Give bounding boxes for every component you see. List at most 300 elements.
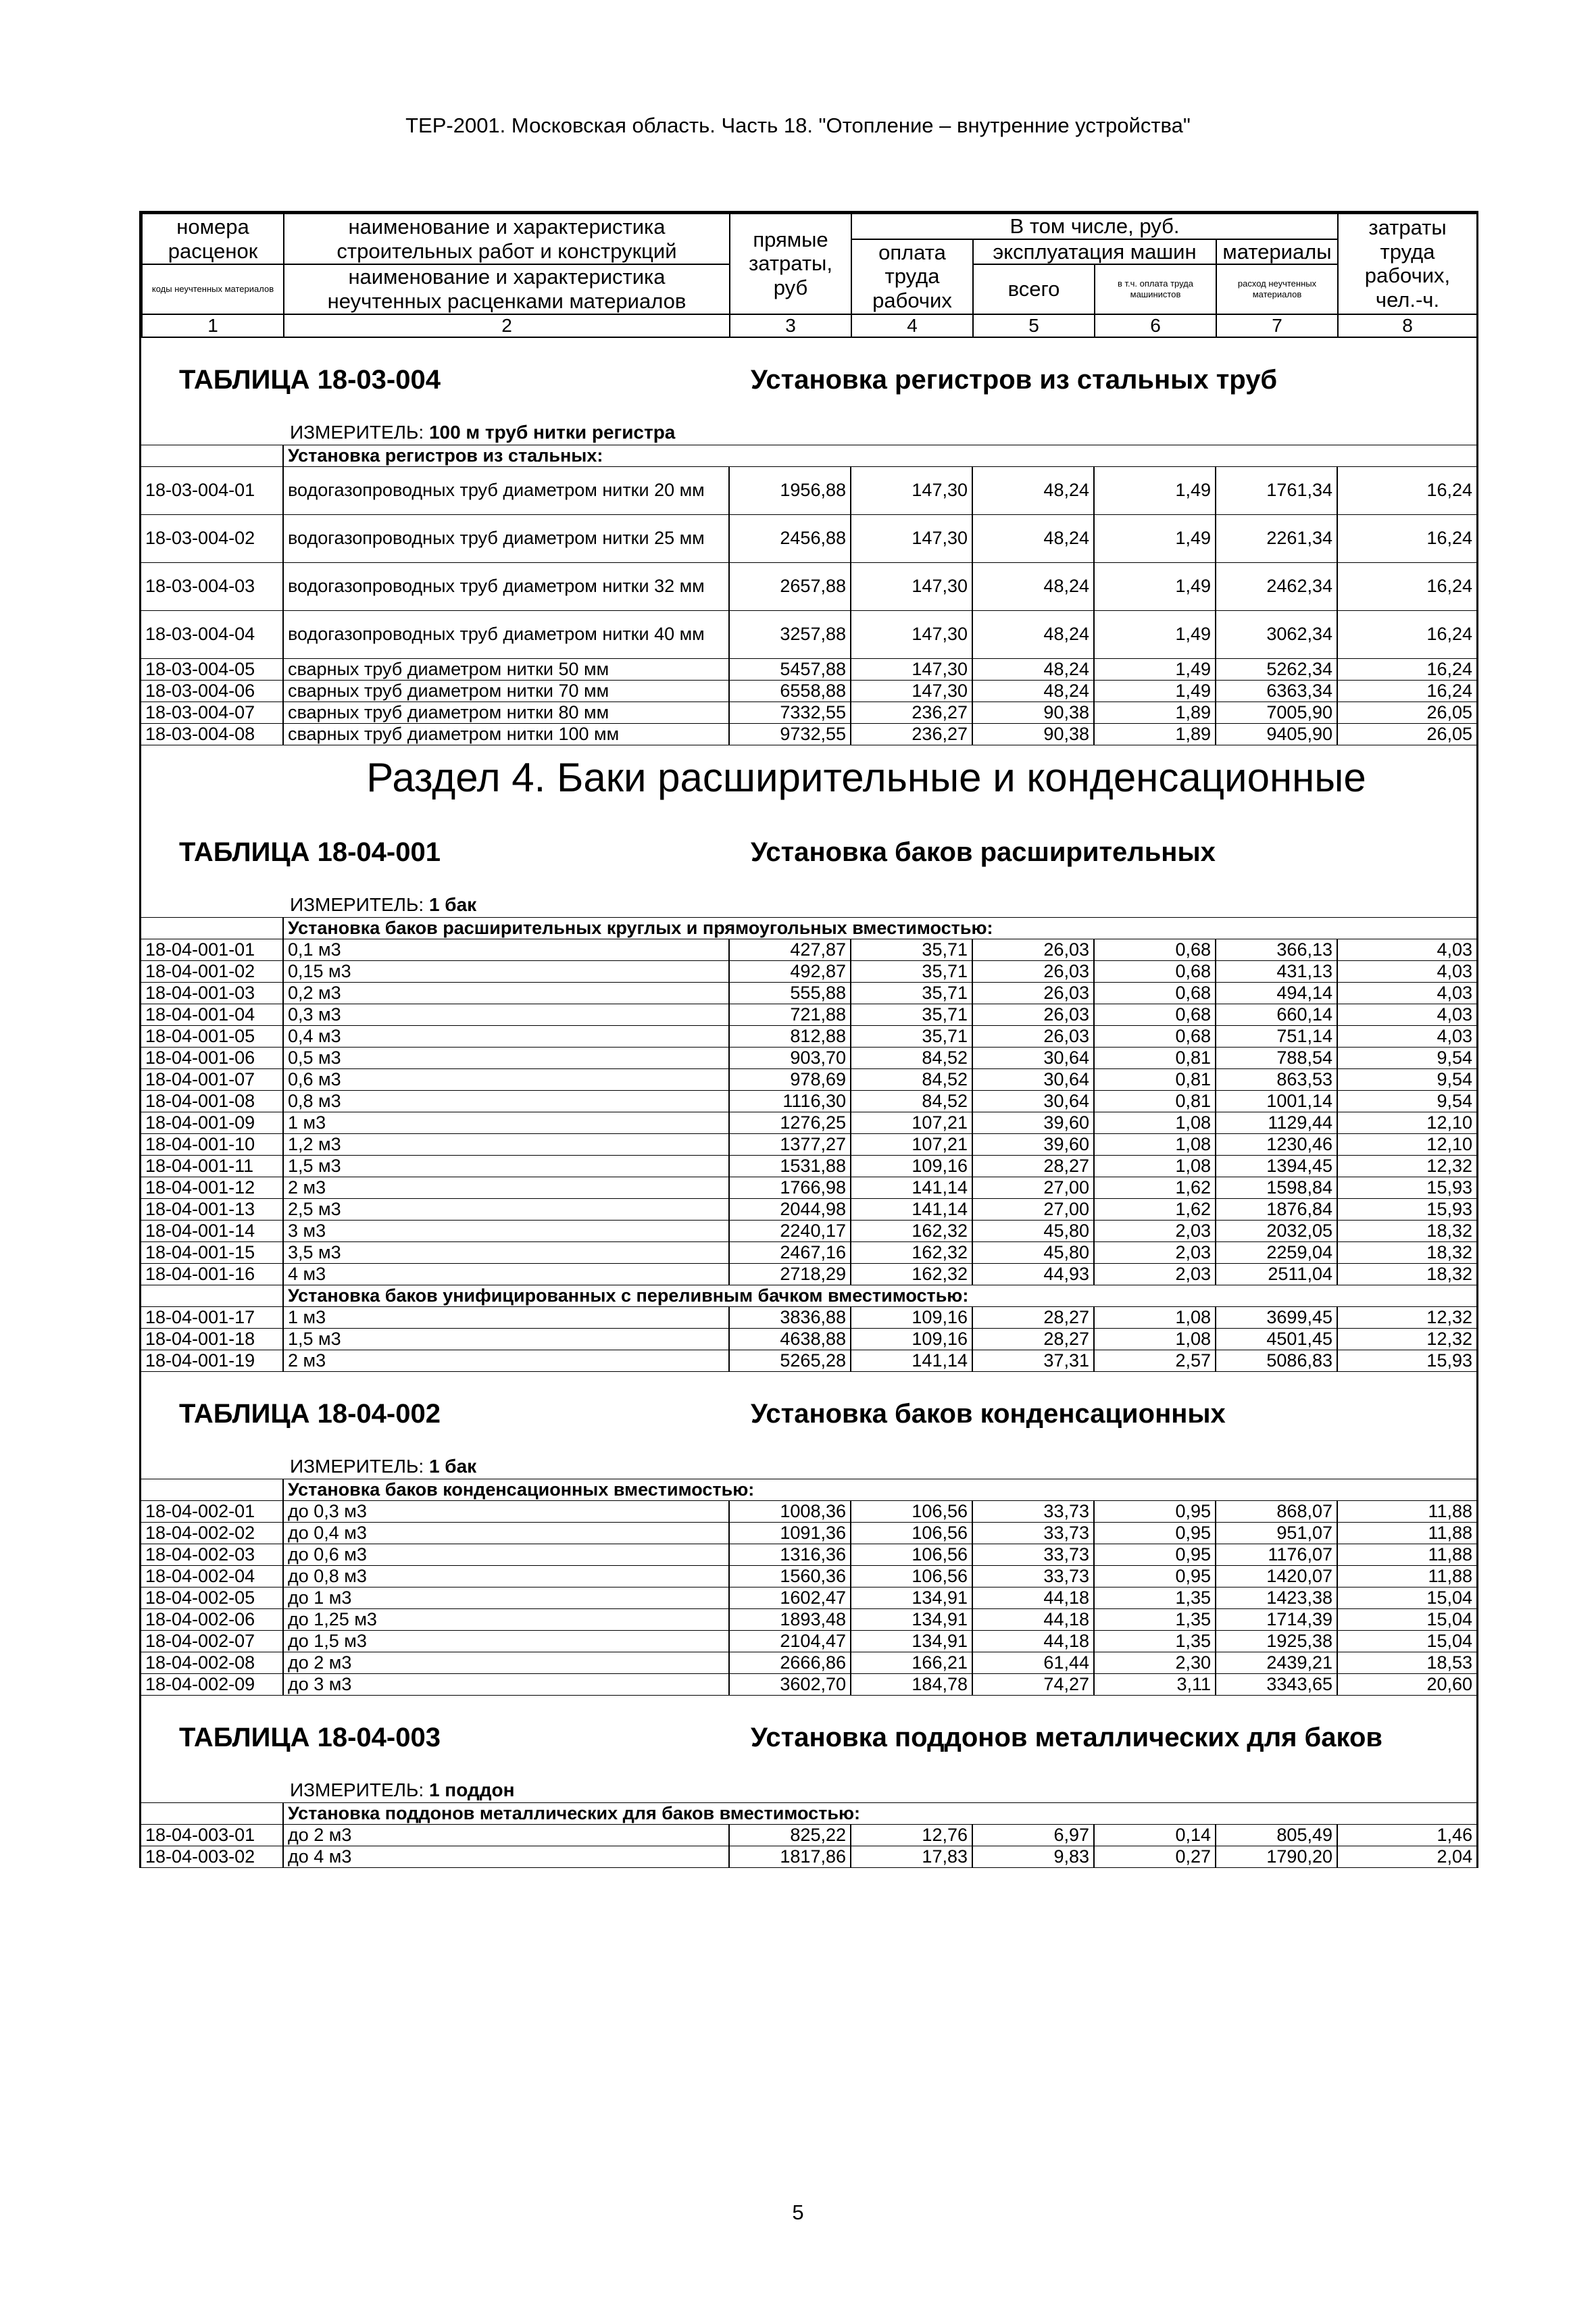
- value-cell: 805,49: [1216, 1824, 1337, 1846]
- table-row: [141, 1025, 1476, 1047]
- rate-code-cell: 18-04-001-16: [141, 1263, 283, 1285]
- value-cell: 2511,04: [1216, 1263, 1337, 1285]
- value-cell: 978,69: [729, 1068, 851, 1090]
- value-cell: 2718,29: [729, 1263, 851, 1285]
- work-name-cell: 0,2 м3: [283, 982, 729, 1004]
- value-cell: 90,38: [972, 723, 1094, 745]
- value-cell: 1377,27: [729, 1133, 851, 1155]
- value-cell: 147,30: [851, 680, 972, 701]
- value-cell: 1420,07: [1216, 1565, 1337, 1587]
- value-cell: 1766,98: [729, 1177, 851, 1198]
- value-cell: 11,88: [1337, 1500, 1476, 1522]
- value-cell: 1,49: [1094, 562, 1216, 610]
- table-id: ТАБЛИЦА 18-04-003: [179, 1722, 441, 1752]
- col-machinist-pay: в т.ч. оплата труда машинистов: [1095, 264, 1216, 314]
- table-row: [141, 1047, 1476, 1068]
- value-cell: 4,03: [1337, 1025, 1476, 1047]
- value-cell: 3062,34: [1216, 610, 1337, 658]
- work-name-cell: 3 м3: [283, 1220, 729, 1241]
- value-cell: 2,57: [1094, 1350, 1216, 1371]
- value-cell: 4,03: [1337, 960, 1476, 982]
- table-name: Установка баков конденсационных: [751, 1398, 1226, 1429]
- value-cell: 9405,90: [1216, 723, 1337, 745]
- value-cell: 33,73: [972, 1522, 1094, 1544]
- value-cell: 6558,88: [729, 680, 851, 701]
- value-cell: 17,83: [851, 1846, 972, 1867]
- value-cell: 5457,88: [729, 658, 851, 680]
- value-cell: 107,21: [851, 1133, 972, 1155]
- meter-label: ИЗМЕРИТЕЛЬ:: [290, 893, 424, 915]
- value-cell: 0,81: [1094, 1068, 1216, 1090]
- value-cell: 951,07: [1216, 1522, 1337, 1544]
- value-cell: 1129,44: [1216, 1112, 1337, 1133]
- col-num: 4: [851, 314, 973, 337]
- table-row: [141, 1133, 1476, 1155]
- table-row: [141, 1112, 1476, 1133]
- value-cell: 751,14: [1216, 1025, 1337, 1047]
- rate-code-cell: 18-04-001-15: [141, 1241, 283, 1263]
- col-num: 8: [1338, 314, 1477, 337]
- value-cell: 788,54: [1216, 1047, 1337, 1068]
- col-materials: материалы: [1216, 239, 1338, 265]
- value-cell: 28,27: [972, 1155, 1094, 1177]
- value-cell: 16,24: [1337, 514, 1476, 562]
- value-cell: 812,88: [729, 1025, 851, 1047]
- work-name-cell: 0,3 м3: [283, 1004, 729, 1025]
- value-cell: 3699,45: [1216, 1306, 1337, 1328]
- value-cell: 48,24: [972, 466, 1094, 514]
- value-cell: 26,05: [1337, 701, 1476, 723]
- rate-code-cell: 18-04-001-06: [141, 1047, 283, 1068]
- value-cell: 1790,20: [1216, 1846, 1337, 1867]
- value-cell: 162,32: [851, 1263, 972, 1285]
- rate-code-cell: 18-04-002-06: [141, 1608, 283, 1630]
- work-name-cell: сварных труб диаметром нитки 80 мм: [283, 701, 729, 723]
- group-spacer: [141, 1802, 283, 1824]
- value-cell: 1,62: [1094, 1198, 1216, 1220]
- group-spacer: [141, 445, 283, 466]
- value-cell: 162,32: [851, 1241, 972, 1263]
- value-cell: 109,16: [851, 1155, 972, 1177]
- value-cell: 1714,39: [1216, 1608, 1337, 1630]
- rate-code-cell: 18-04-001-19: [141, 1350, 283, 1371]
- value-cell: 48,24: [972, 610, 1094, 658]
- rate-code-cell: 18-04-001-07: [141, 1068, 283, 1090]
- value-cell: 0,95: [1094, 1544, 1216, 1565]
- value-cell: 12,32: [1337, 1155, 1476, 1177]
- value-cell: 1761,34: [1216, 466, 1337, 514]
- table-title: [141, 1696, 1476, 1770]
- work-name-cell: до 1,5 м3: [283, 1630, 729, 1652]
- value-cell: 1,08: [1094, 1133, 1216, 1155]
- value-cell: 431,13: [1216, 960, 1337, 982]
- rates-table: [141, 1802, 1476, 1868]
- value-cell: 16,24: [1337, 658, 1476, 680]
- value-cell: 15,93: [1337, 1350, 1476, 1371]
- value-cell: 12,32: [1337, 1328, 1476, 1350]
- work-name-cell: 2 м3: [283, 1350, 729, 1371]
- value-cell: 9732,55: [729, 723, 851, 745]
- work-name-cell: сварных труб диаметром нитки 50 мм: [283, 658, 729, 680]
- group-header: Установка баков конденсационных вместимостью:: [283, 1479, 1476, 1500]
- rate-code-cell: 18-04-002-04: [141, 1565, 283, 1587]
- value-cell: 1316,36: [729, 1544, 851, 1565]
- group-header: Установка регистров из стальных:: [283, 445, 1476, 466]
- value-cell: 2,04: [1337, 1846, 1476, 1867]
- value-cell: 1,08: [1094, 1112, 1216, 1133]
- table-title: [141, 1372, 1476, 1446]
- col-worker-pay: оплата труда рабочих: [851, 239, 973, 314]
- value-cell: 26,03: [972, 982, 1094, 1004]
- value-cell: 3602,70: [729, 1673, 851, 1695]
- value-cell: 106,56: [851, 1522, 972, 1544]
- value-cell: 863,53: [1216, 1068, 1337, 1090]
- value-cell: 16,24: [1337, 610, 1476, 658]
- table-row: [141, 1500, 1476, 1522]
- col-num: 5: [973, 314, 1095, 337]
- work-name-cell: 1,5 м3: [283, 1328, 729, 1350]
- value-cell: 2104,47: [729, 1630, 851, 1652]
- value-cell: 2259,04: [1216, 1241, 1337, 1263]
- table-row: [141, 1350, 1476, 1371]
- table-row: [141, 1673, 1476, 1695]
- rate-code-cell: 18-04-001-05: [141, 1025, 283, 1047]
- table-row: [141, 960, 1476, 982]
- rate-code-cell: 18-04-003-01: [141, 1824, 283, 1846]
- value-cell: 37,31: [972, 1350, 1094, 1371]
- value-cell: 0,14: [1094, 1824, 1216, 1846]
- table-row: [141, 1198, 1476, 1220]
- meter-line: [141, 885, 1476, 917]
- meter-value: 1 бак: [428, 1455, 477, 1477]
- work-name-cell: водогазопроводных труб диаметром нитки 40 мм: [283, 610, 729, 658]
- table-row: [141, 562, 1476, 610]
- value-cell: 2044,98: [729, 1198, 851, 1220]
- table-row: [141, 1177, 1476, 1198]
- col-machines: эксплуатация машин: [973, 239, 1216, 265]
- col-num: 2: [284, 314, 730, 337]
- table-row: [141, 1090, 1476, 1112]
- value-cell: 141,14: [851, 1350, 972, 1371]
- group-header-row: [141, 1802, 1476, 1824]
- value-cell: 1008,36: [729, 1500, 851, 1522]
- value-cell: 35,71: [851, 960, 972, 982]
- value-cell: 0,95: [1094, 1565, 1216, 1587]
- col-num: 3: [730, 314, 851, 337]
- value-cell: 109,16: [851, 1306, 972, 1328]
- value-cell: 90,38: [972, 701, 1094, 723]
- group-header-row: [141, 1285, 1476, 1306]
- table-row: [141, 1630, 1476, 1652]
- value-cell: 45,80: [972, 1241, 1094, 1263]
- value-cell: 2032,05: [1216, 1220, 1337, 1241]
- value-cell: 0,27: [1094, 1846, 1216, 1867]
- rate-code-cell: 18-04-002-07: [141, 1630, 283, 1652]
- value-cell: 6,97: [972, 1824, 1094, 1846]
- work-name-cell: до 0,3 м3: [283, 1500, 729, 1522]
- value-cell: 4501,45: [1216, 1328, 1337, 1350]
- value-cell: 3257,88: [729, 610, 851, 658]
- rate-code-cell: 18-04-002-02: [141, 1522, 283, 1544]
- table-row: [141, 1565, 1476, 1587]
- table-row: [141, 1263, 1476, 1285]
- page-header: ТЕР-2001. Московская область. Часть 18. "Отопление – внутренние устройства": [405, 114, 1191, 137]
- value-cell: 16,24: [1337, 680, 1476, 701]
- group-header: Установка баков унифицированных с переливным бачком вместимостью:: [283, 1285, 1476, 1306]
- value-cell: 0,81: [1094, 1090, 1216, 1112]
- value-cell: 16,24: [1337, 562, 1476, 610]
- value-cell: 48,24: [972, 514, 1094, 562]
- group-header: Установка поддонов металлических для баков вместимостью:: [283, 1802, 1476, 1824]
- value-cell: 11,88: [1337, 1544, 1476, 1565]
- value-cell: 16,24: [1337, 466, 1476, 514]
- value-cell: 184,78: [851, 1673, 972, 1695]
- table-row: [141, 1544, 1476, 1565]
- value-cell: 26,03: [972, 939, 1094, 960]
- value-cell: 1598,84: [1216, 1177, 1337, 1198]
- value-cell: 3836,88: [729, 1306, 851, 1328]
- col-machines-total: всего: [973, 264, 1095, 314]
- rate-code-cell: 18-04-001-12: [141, 1177, 283, 1198]
- group-header-row: [141, 445, 1476, 466]
- group-header-row: [141, 917, 1476, 939]
- value-cell: 1230,46: [1216, 1133, 1337, 1155]
- value-cell: 48,24: [972, 680, 1094, 701]
- group-header: Установка баков расширительных круглых и прямоугольных вместимостью:: [283, 917, 1476, 939]
- work-name-cell: водогазопроводных труб диаметром нитки 25 мм: [283, 514, 729, 562]
- rate-code-cell: 18-04-001-03: [141, 982, 283, 1004]
- value-cell: 1876,84: [1216, 1198, 1337, 1220]
- value-cell: 45,80: [972, 1220, 1094, 1241]
- value-cell: 2,03: [1094, 1220, 1216, 1241]
- value-cell: 44,18: [972, 1587, 1094, 1608]
- value-cell: 2,03: [1094, 1263, 1216, 1285]
- value-cell: 1001,14: [1216, 1090, 1337, 1112]
- value-cell: 0,81: [1094, 1047, 1216, 1068]
- col-labor-hours: затраты труда рабочих, чел.-ч.: [1338, 214, 1477, 314]
- value-cell: 27,00: [972, 1198, 1094, 1220]
- value-cell: 1,08: [1094, 1328, 1216, 1350]
- rate-code-cell: 18-04-003-02: [141, 1846, 283, 1867]
- value-cell: 825,22: [729, 1824, 851, 1846]
- value-cell: 4,03: [1337, 982, 1476, 1004]
- work-name-cell: 1 м3: [283, 1306, 729, 1328]
- value-cell: 162,32: [851, 1220, 972, 1241]
- rate-code-cell: 18-03-004-05: [141, 658, 283, 680]
- col-num: 6: [1095, 314, 1216, 337]
- table-row: [141, 1220, 1476, 1241]
- value-cell: 1,49: [1094, 658, 1216, 680]
- value-cell: 106,56: [851, 1500, 972, 1522]
- value-cell: 28,27: [972, 1306, 1094, 1328]
- value-cell: 2439,21: [1216, 1652, 1337, 1673]
- work-name-cell: 3,5 м3: [283, 1241, 729, 1263]
- value-cell: 0,68: [1094, 939, 1216, 960]
- value-cell: 84,52: [851, 1068, 972, 1090]
- value-cell: 0,95: [1094, 1522, 1216, 1544]
- table-name: Установка баков расширительных: [751, 837, 1216, 867]
- work-name-cell: сварных труб диаметром нитки 100 мм: [283, 723, 729, 745]
- rate-code-cell: 18-04-002-08: [141, 1652, 283, 1673]
- work-name-cell: 0,5 м3: [283, 1047, 729, 1068]
- value-cell: 9,54: [1337, 1090, 1476, 1112]
- table-name: Установка регистров из стальных труб: [751, 364, 1278, 395]
- value-cell: 4,03: [1337, 1004, 1476, 1025]
- rates-table: [141, 917, 1476, 1372]
- value-cell: 166,21: [851, 1652, 972, 1673]
- table-row: [141, 514, 1476, 562]
- table-row: [141, 1652, 1476, 1673]
- col-work-name: наименование и характеристика строительных работ и конструкций: [284, 214, 730, 264]
- rate-code-cell: 18-03-004-03: [141, 562, 283, 610]
- rate-code-cell: 18-03-004-02: [141, 514, 283, 562]
- value-cell: 147,30: [851, 466, 972, 514]
- work-name-cell: до 3 м3: [283, 1673, 729, 1695]
- value-cell: 30,64: [972, 1090, 1094, 1112]
- value-cell: 33,73: [972, 1500, 1094, 1522]
- value-cell: 1,49: [1094, 466, 1216, 514]
- work-name-cell: 0,4 м3: [283, 1025, 729, 1047]
- value-cell: 134,91: [851, 1630, 972, 1652]
- work-name-cell: 1 м3: [283, 1112, 729, 1133]
- group-header-row: [141, 1479, 1476, 1500]
- value-cell: 35,71: [851, 939, 972, 960]
- table-id: ТАБЛИЦА 18-03-004: [179, 364, 441, 395]
- value-cell: 1560,36: [729, 1565, 851, 1587]
- value-cell: 1,08: [1094, 1306, 1216, 1328]
- value-cell: 868,07: [1216, 1500, 1337, 1522]
- table-row: [141, 1587, 1476, 1608]
- value-cell: 1893,48: [729, 1608, 851, 1630]
- value-cell: 2,30: [1094, 1652, 1216, 1673]
- value-cell: 28,27: [972, 1328, 1094, 1350]
- value-cell: 147,30: [851, 562, 972, 610]
- value-cell: 1956,88: [729, 466, 851, 514]
- value-cell: 33,73: [972, 1544, 1094, 1565]
- rate-code-cell: 18-04-001-08: [141, 1090, 283, 1112]
- value-cell: 134,91: [851, 1587, 972, 1608]
- value-cell: 12,10: [1337, 1133, 1476, 1155]
- col-including: В том числе, руб.: [851, 214, 1338, 239]
- work-name-cell: 0,6 м3: [283, 1068, 729, 1090]
- table-row: [141, 1004, 1476, 1025]
- rate-code-cell: 18-03-004-08: [141, 723, 283, 745]
- value-cell: 35,71: [851, 1004, 972, 1025]
- value-cell: 2,03: [1094, 1241, 1216, 1263]
- value-cell: 107,21: [851, 1112, 972, 1133]
- meter-line: [141, 412, 1476, 445]
- value-cell: 18,32: [1337, 1220, 1476, 1241]
- value-cell: 44,18: [972, 1608, 1094, 1630]
- value-cell: 5262,34: [1216, 658, 1337, 680]
- value-cell: 492,87: [729, 960, 851, 982]
- table-row: [141, 1068, 1476, 1090]
- value-cell: 236,27: [851, 701, 972, 723]
- col-num: 7: [1216, 314, 1338, 337]
- value-cell: 44,93: [972, 1263, 1094, 1285]
- rate-code-cell: 18-04-001-14: [141, 1220, 283, 1241]
- table-row: [141, 610, 1476, 658]
- rate-code-cell: 18-04-001-10: [141, 1133, 283, 1155]
- meter-label: ИЗМЕРИТЕЛЬ:: [290, 1455, 424, 1477]
- value-cell: 109,16: [851, 1328, 972, 1350]
- table-id: ТАБЛИЦА 18-04-002: [179, 1398, 441, 1429]
- table-row: [141, 1241, 1476, 1263]
- col-rate-number: номера расценок: [142, 214, 284, 264]
- work-name-cell: 2 м3: [283, 1177, 729, 1198]
- value-cell: 141,14: [851, 1177, 972, 1198]
- value-cell: 18,32: [1337, 1263, 1476, 1285]
- value-cell: 366,13: [1216, 939, 1337, 960]
- rate-code-cell: 18-04-002-05: [141, 1587, 283, 1608]
- rate-code-cell: 18-04-001-11: [141, 1155, 283, 1177]
- rate-code-cell: 18-04-001-02: [141, 960, 283, 982]
- value-cell: 9,54: [1337, 1047, 1476, 1068]
- value-cell: 1394,45: [1216, 1155, 1337, 1177]
- work-name-cell: водогазопроводных труб диаметром нитки 20 мм: [283, 466, 729, 514]
- value-cell: 30,64: [972, 1068, 1094, 1090]
- rate-code-cell: 18-04-001-01: [141, 939, 283, 960]
- value-cell: 494,14: [1216, 982, 1337, 1004]
- value-cell: 15,93: [1337, 1177, 1476, 1198]
- value-cell: 134,91: [851, 1608, 972, 1630]
- col-direct-costs: прямые затраты, руб: [730, 214, 851, 314]
- group-spacer: [141, 1285, 283, 1306]
- value-cell: 74,27: [972, 1673, 1094, 1695]
- meter-label: ИЗМЕРИТЕЛЬ:: [290, 421, 424, 443]
- value-cell: 427,87: [729, 939, 851, 960]
- work-name-cell: сварных труб диаметром нитки 70 мм: [283, 680, 729, 701]
- value-cell: 3343,65: [1216, 1673, 1337, 1695]
- rate-code-cell: 18-04-001-17: [141, 1306, 283, 1328]
- meter-value: 1 бак: [428, 893, 477, 915]
- value-cell: 106,56: [851, 1565, 972, 1587]
- value-cell: 1,49: [1094, 514, 1216, 562]
- col-material-usage: расход неучтенных материалов: [1216, 264, 1338, 314]
- table-row: [141, 1155, 1476, 1177]
- value-cell: 1602,47: [729, 1587, 851, 1608]
- col-material-codes: коды неучтенных материалов: [142, 264, 284, 314]
- rate-code-cell: 18-04-001-04: [141, 1004, 283, 1025]
- value-cell: 7332,55: [729, 701, 851, 723]
- rate-code-cell: 18-04-001-09: [141, 1112, 283, 1133]
- value-cell: 0,68: [1094, 960, 1216, 982]
- value-cell: 15,04: [1337, 1587, 1476, 1608]
- value-cell: 26,05: [1337, 723, 1476, 745]
- table-row: [141, 1846, 1476, 1867]
- value-cell: 35,71: [851, 1025, 972, 1047]
- work-name-cell: до 0,8 м3: [283, 1565, 729, 1587]
- value-cell: 1,35: [1094, 1630, 1216, 1652]
- meter-label: ИЗМЕРИТЕЛЬ:: [290, 1779, 424, 1800]
- value-cell: 15,04: [1337, 1630, 1476, 1652]
- value-cell: 1,89: [1094, 723, 1216, 745]
- value-cell: 48,24: [972, 658, 1094, 680]
- rate-code-cell: 18-04-002-01: [141, 1500, 283, 1522]
- value-cell: 2666,86: [729, 1652, 851, 1673]
- value-cell: 12,76: [851, 1824, 972, 1846]
- rate-code-cell: 18-03-004-04: [141, 610, 283, 658]
- value-cell: 1176,07: [1216, 1544, 1337, 1565]
- table-row: [141, 680, 1476, 701]
- value-cell: 15,93: [1337, 1198, 1476, 1220]
- value-cell: 0,68: [1094, 1025, 1216, 1047]
- value-cell: 27,00: [972, 1177, 1094, 1198]
- value-cell: 1,08: [1094, 1155, 1216, 1177]
- rate-code-cell: 18-03-004-07: [141, 701, 283, 723]
- page-number: 5: [792, 2200, 804, 2224]
- rate-code-cell: 18-04-002-03: [141, 1544, 283, 1565]
